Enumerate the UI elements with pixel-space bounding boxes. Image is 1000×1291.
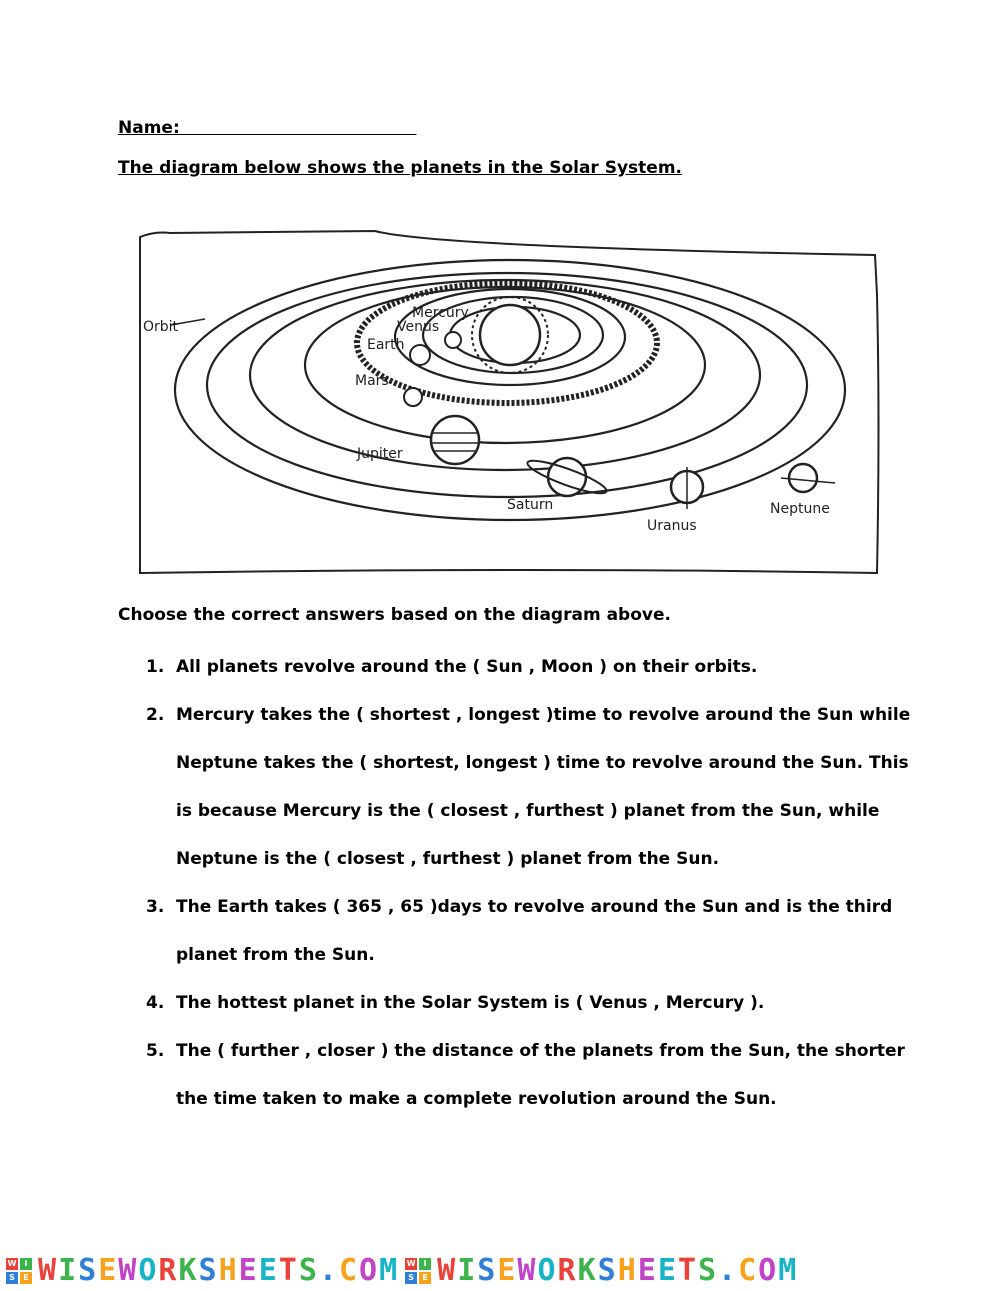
logo-icon: W I S E [405,1258,431,1284]
intro-heading: The diagram below shows the planets in the Solar System. [118,158,683,178]
planet-mercury [445,332,461,348]
label-mercury: Mercury [412,305,469,321]
question-item [146,883,891,979]
label-mars: Mars [355,373,389,389]
orbit-neptune [175,260,845,520]
question-number: 3. [146,897,165,917]
question-item [146,1027,905,1123]
question-text: The Earth takes ( 365 , 65 )days to revolve around the Sun and is the third [176,897,893,917]
label-earth: Earth [367,337,405,353]
question-item [146,691,911,883]
solar-system-diagram [135,225,885,580]
label-uranus: Uranus [647,518,697,534]
question-text: planet from the Sun. [176,945,375,965]
name-label: Name: [118,118,180,138]
question-text: is because Mercury is the ( closest , furthest ) planet from the Sun, while [176,801,880,821]
question-number: 1. [146,657,165,677]
label-saturn: Saturn [507,497,554,513]
logo [405,1253,798,1288]
question-number: 5. [146,1041,165,1061]
planet-mars [404,388,422,406]
question-item [146,643,891,691]
question-list [146,643,911,1123]
logo [6,1253,399,1288]
logo-text: WISEWORKSHEETS.COM [38,1253,400,1288]
logo-text: WISEWORKSHEETS.COM [437,1253,799,1288]
question-item [146,979,891,1027]
question-text: All planets revolve around the ( Sun , Moon ) on their orbits. [176,657,758,677]
planet-earth [410,345,430,365]
question-text: Mercury takes the ( shortest , longest )time to revolve around the Sun while [176,705,911,725]
planet-saturn [525,455,609,499]
label-venus: Venus [397,319,440,335]
name-field[interactable] [118,118,417,138]
question-text: The ( further , closer ) the distance of the planets from the Sun, the shorter [176,1041,905,1061]
question-text: The hottest planet in the Solar System is ( Venus , Mercury ). [176,993,765,1013]
question-text: Neptune takes the ( shortest, longest ) time to revolve around the Sun. This [176,753,909,773]
question-text: the time taken to make a complete revolution around the Sun. [176,1089,777,1109]
orbits [175,260,845,520]
label-orbit: Orbit [143,319,179,335]
question-number: 4. [146,993,165,1013]
label-jupiter: Jupiter [357,446,403,462]
question-text: Neptune is the ( closest , furthest ) planet from the Sun. [176,849,720,869]
instruction-text: Choose the correct answers based on the diagram above. [118,605,671,625]
planet-neptune [781,464,835,492]
label-neptune: Neptune [770,501,830,517]
logo-icon: W I S E [6,1258,32,1284]
question-number: 2. [146,705,165,725]
footer-watermark [0,1250,1000,1291]
planet-jupiter [431,416,479,464]
solar-system-svg [135,225,885,580]
